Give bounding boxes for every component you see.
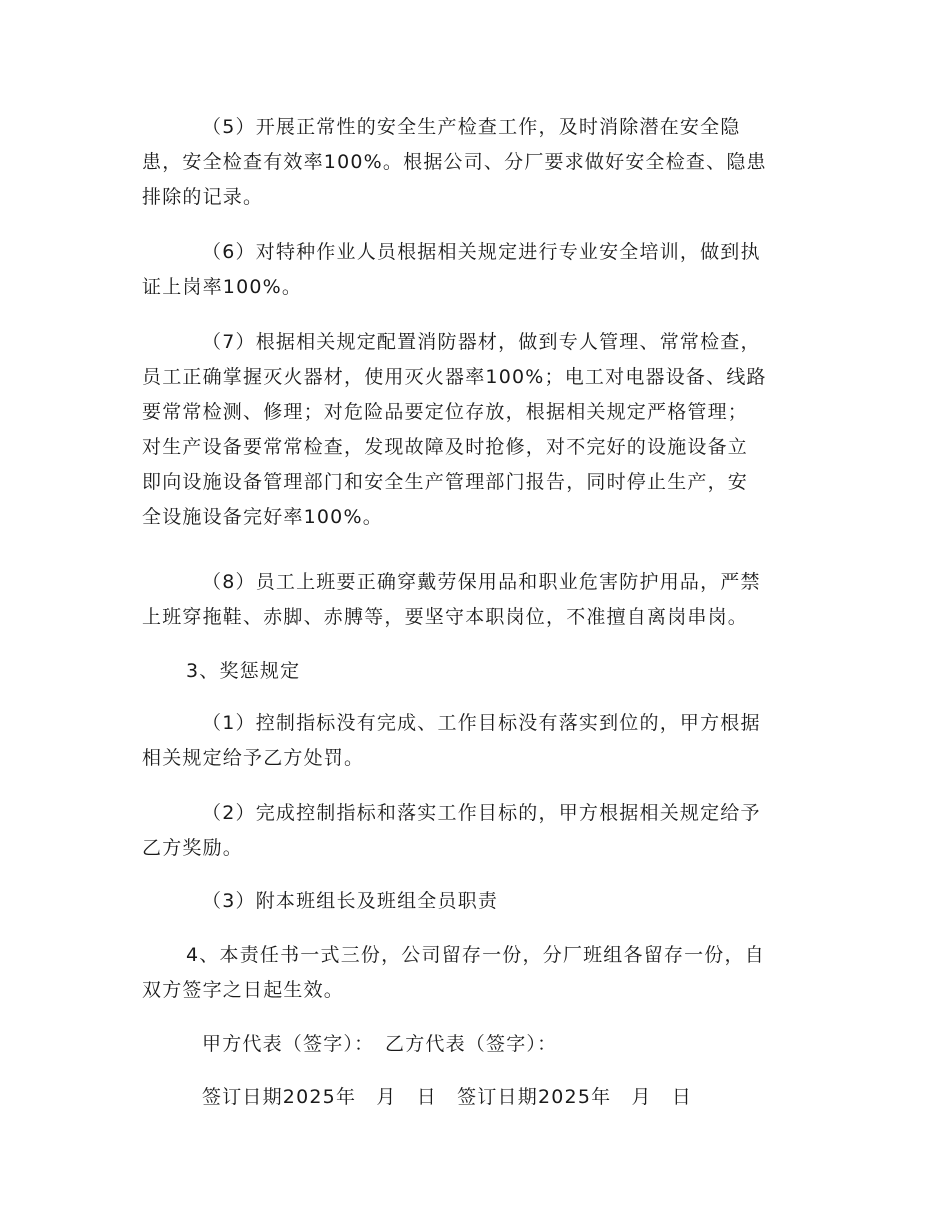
text-line: （6）对特种作业人员根据相关规定进行专业安全培训，做到执 <box>202 241 761 263</box>
text-line: 对生产设备要常常检查，发现故障及时抢修，对不完好的设施设备立 <box>142 436 749 458</box>
text-line: 员工正确掌握灭火器材，使用灭火器率100%；电工对电器设备、线路 <box>142 366 767 388</box>
text-line: 上班穿拖鞋、赤脚、赤膊等，要坚守本职岗位，不准擅自离岗串岗。 <box>142 606 749 628</box>
text-line: 全设施设备完好率100%。 <box>142 506 383 528</box>
signature-line <box>142 1027 802 1062</box>
text-line: 证上岗率100%。 <box>142 276 303 298</box>
text-line: （1）控制指标没有完成、工作目标没有落实到位的，甲方根据 <box>202 712 761 734</box>
section-heading-text: 3、奖惩规定 <box>186 660 301 682</box>
text-line: 患，安全检查有效率100%。根据公司、分厂要求做好安全检查、隐患 <box>142 151 767 173</box>
paragraph-reward-3 <box>142 884 802 919</box>
paragraph-item-6 <box>142 235 802 305</box>
signature-text: 甲方代表（签字）： 乙方代表（签字）： <box>202 1033 558 1055</box>
paragraph-item-5 <box>142 110 802 215</box>
paragraph-item-7 <box>142 325 802 535</box>
paragraph-reward-1 <box>142 706 802 776</box>
paragraph-reward-2 <box>142 796 802 866</box>
text-line: （5）开展正常性的安全生产检查工作，及时消除潜在安全隐 <box>202 116 741 138</box>
text-line: 要常常检测、修理；对危险品要定位存放，根据相关规定严格管理； <box>142 401 749 423</box>
text-line: （7）根据相关规定配置消防器材，做到专人管理、常常检查， <box>202 331 761 353</box>
paragraph-item-8 <box>142 565 802 635</box>
text-line: 排除的记录。 <box>142 186 264 208</box>
text-line: 4、本责任书一式三份，公司留存一份，分厂班组各留存一份，自 <box>186 944 765 966</box>
text-line: 相关规定给予乙方处罚。 <box>142 747 365 769</box>
text-line: （3）附本班组长及班组全员职责 <box>202 890 499 912</box>
section-heading-3 <box>142 654 802 689</box>
text-line: （2）完成控制指标和落实工作目标的，甲方根据相关规定给予 <box>202 802 761 824</box>
sign-date-text: 签订日期2025年 月 日 签订日期2025年 月 日 <box>202 1086 693 1108</box>
sign-date-line <box>142 1080 802 1115</box>
text-line: （8）员工上班要正确穿戴劳保用品和职业危害防护用品，严禁 <box>202 571 761 593</box>
paragraph-section-4 <box>142 938 802 1008</box>
text-line: 双方签字之日起生效。 <box>142 979 345 1001</box>
text-line: 乙方奖励。 <box>142 837 244 859</box>
text-line: 即向设施设备管理部门和安全生产管理部门报告，同时停止生产，安 <box>142 471 749 493</box>
